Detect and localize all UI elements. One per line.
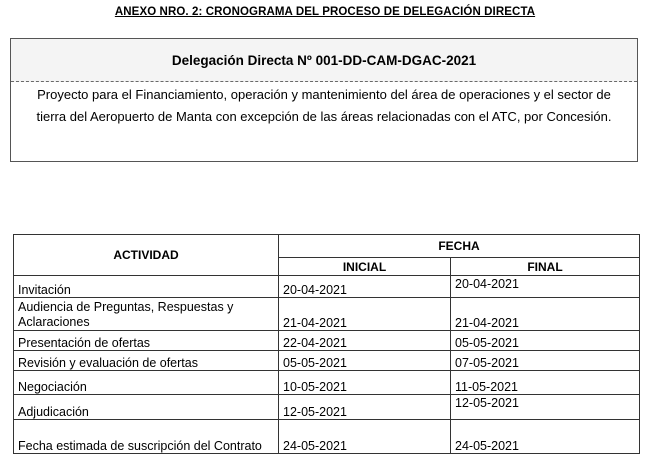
start-date-cell: 22-04-2021 — [279, 331, 451, 351]
activity-column-header: ACTIVIDAD — [14, 235, 279, 276]
end-date-cell: 07-05-2021 — [451, 351, 640, 371]
start-date-column-header: INICIAL — [279, 258, 451, 276]
start-date-cell: 05-05-2021 — [279, 351, 451, 371]
activity-cell: Revisión y evaluación de ofertas — [14, 351, 279, 371]
process-heading: Delegación Directa Nº 001-DD-CAM-DGAC-2021 — [11, 39, 637, 82]
table-row — [14, 395, 640, 420]
end-date-cell: 11-05-2021 — [451, 371, 640, 395]
table-row — [14, 420, 640, 454]
date-group-header: FECHA — [279, 235, 640, 258]
table-row — [14, 276, 640, 298]
end-date-cell: 12-05-2021 — [451, 395, 640, 420]
activity-cell: Adjudicación — [14, 395, 279, 420]
activity-cell: Negociación — [14, 371, 279, 395]
activity-cell: Audiencia de Preguntas, Respuestas y Aclaraciones — [14, 298, 279, 331]
activity-cell: Invitación — [14, 276, 279, 298]
activity-cell: Fecha estimada de suscripción del Contrato — [14, 420, 279, 454]
table-row — [14, 351, 640, 371]
end-date-column-header: FINAL — [451, 258, 640, 276]
table-row — [14, 371, 640, 395]
end-date-cell: 05-05-2021 — [451, 331, 640, 351]
schedule-table — [13, 234, 640, 454]
end-date-cell: 21-04-2021 — [451, 298, 640, 331]
table-row — [14, 331, 640, 351]
end-date-cell: 24-05-2021 — [451, 420, 640, 454]
document-title: ANEXO NRO. 2: CRONOGRAMA DEL PROCESO DE DELEGACIÓN DIRECTA — [114, 6, 536, 18]
start-date-cell: 21-04-2021 — [279, 298, 451, 331]
start-date-cell: 24-05-2021 — [279, 420, 451, 454]
table-row — [14, 298, 640, 331]
start-date-cell: 20-04-2021 — [279, 276, 451, 298]
end-date-cell: 20-04-2021 — [451, 276, 640, 298]
start-date-cell: 12-05-2021 — [279, 395, 451, 420]
activity-cell: Presentación de ofertas — [14, 331, 279, 351]
process-info-box — [10, 38, 638, 162]
process-description: Proyecto para el Financiamiento, operación y mantenimiento del área de operaciones y el sector de tierra del Aeropuerto de Manta con excepción de las áreas relacionadas con el ATC, por Concesión. — [36, 87, 612, 124]
start-date-cell: 10-05-2021 — [279, 371, 451, 395]
